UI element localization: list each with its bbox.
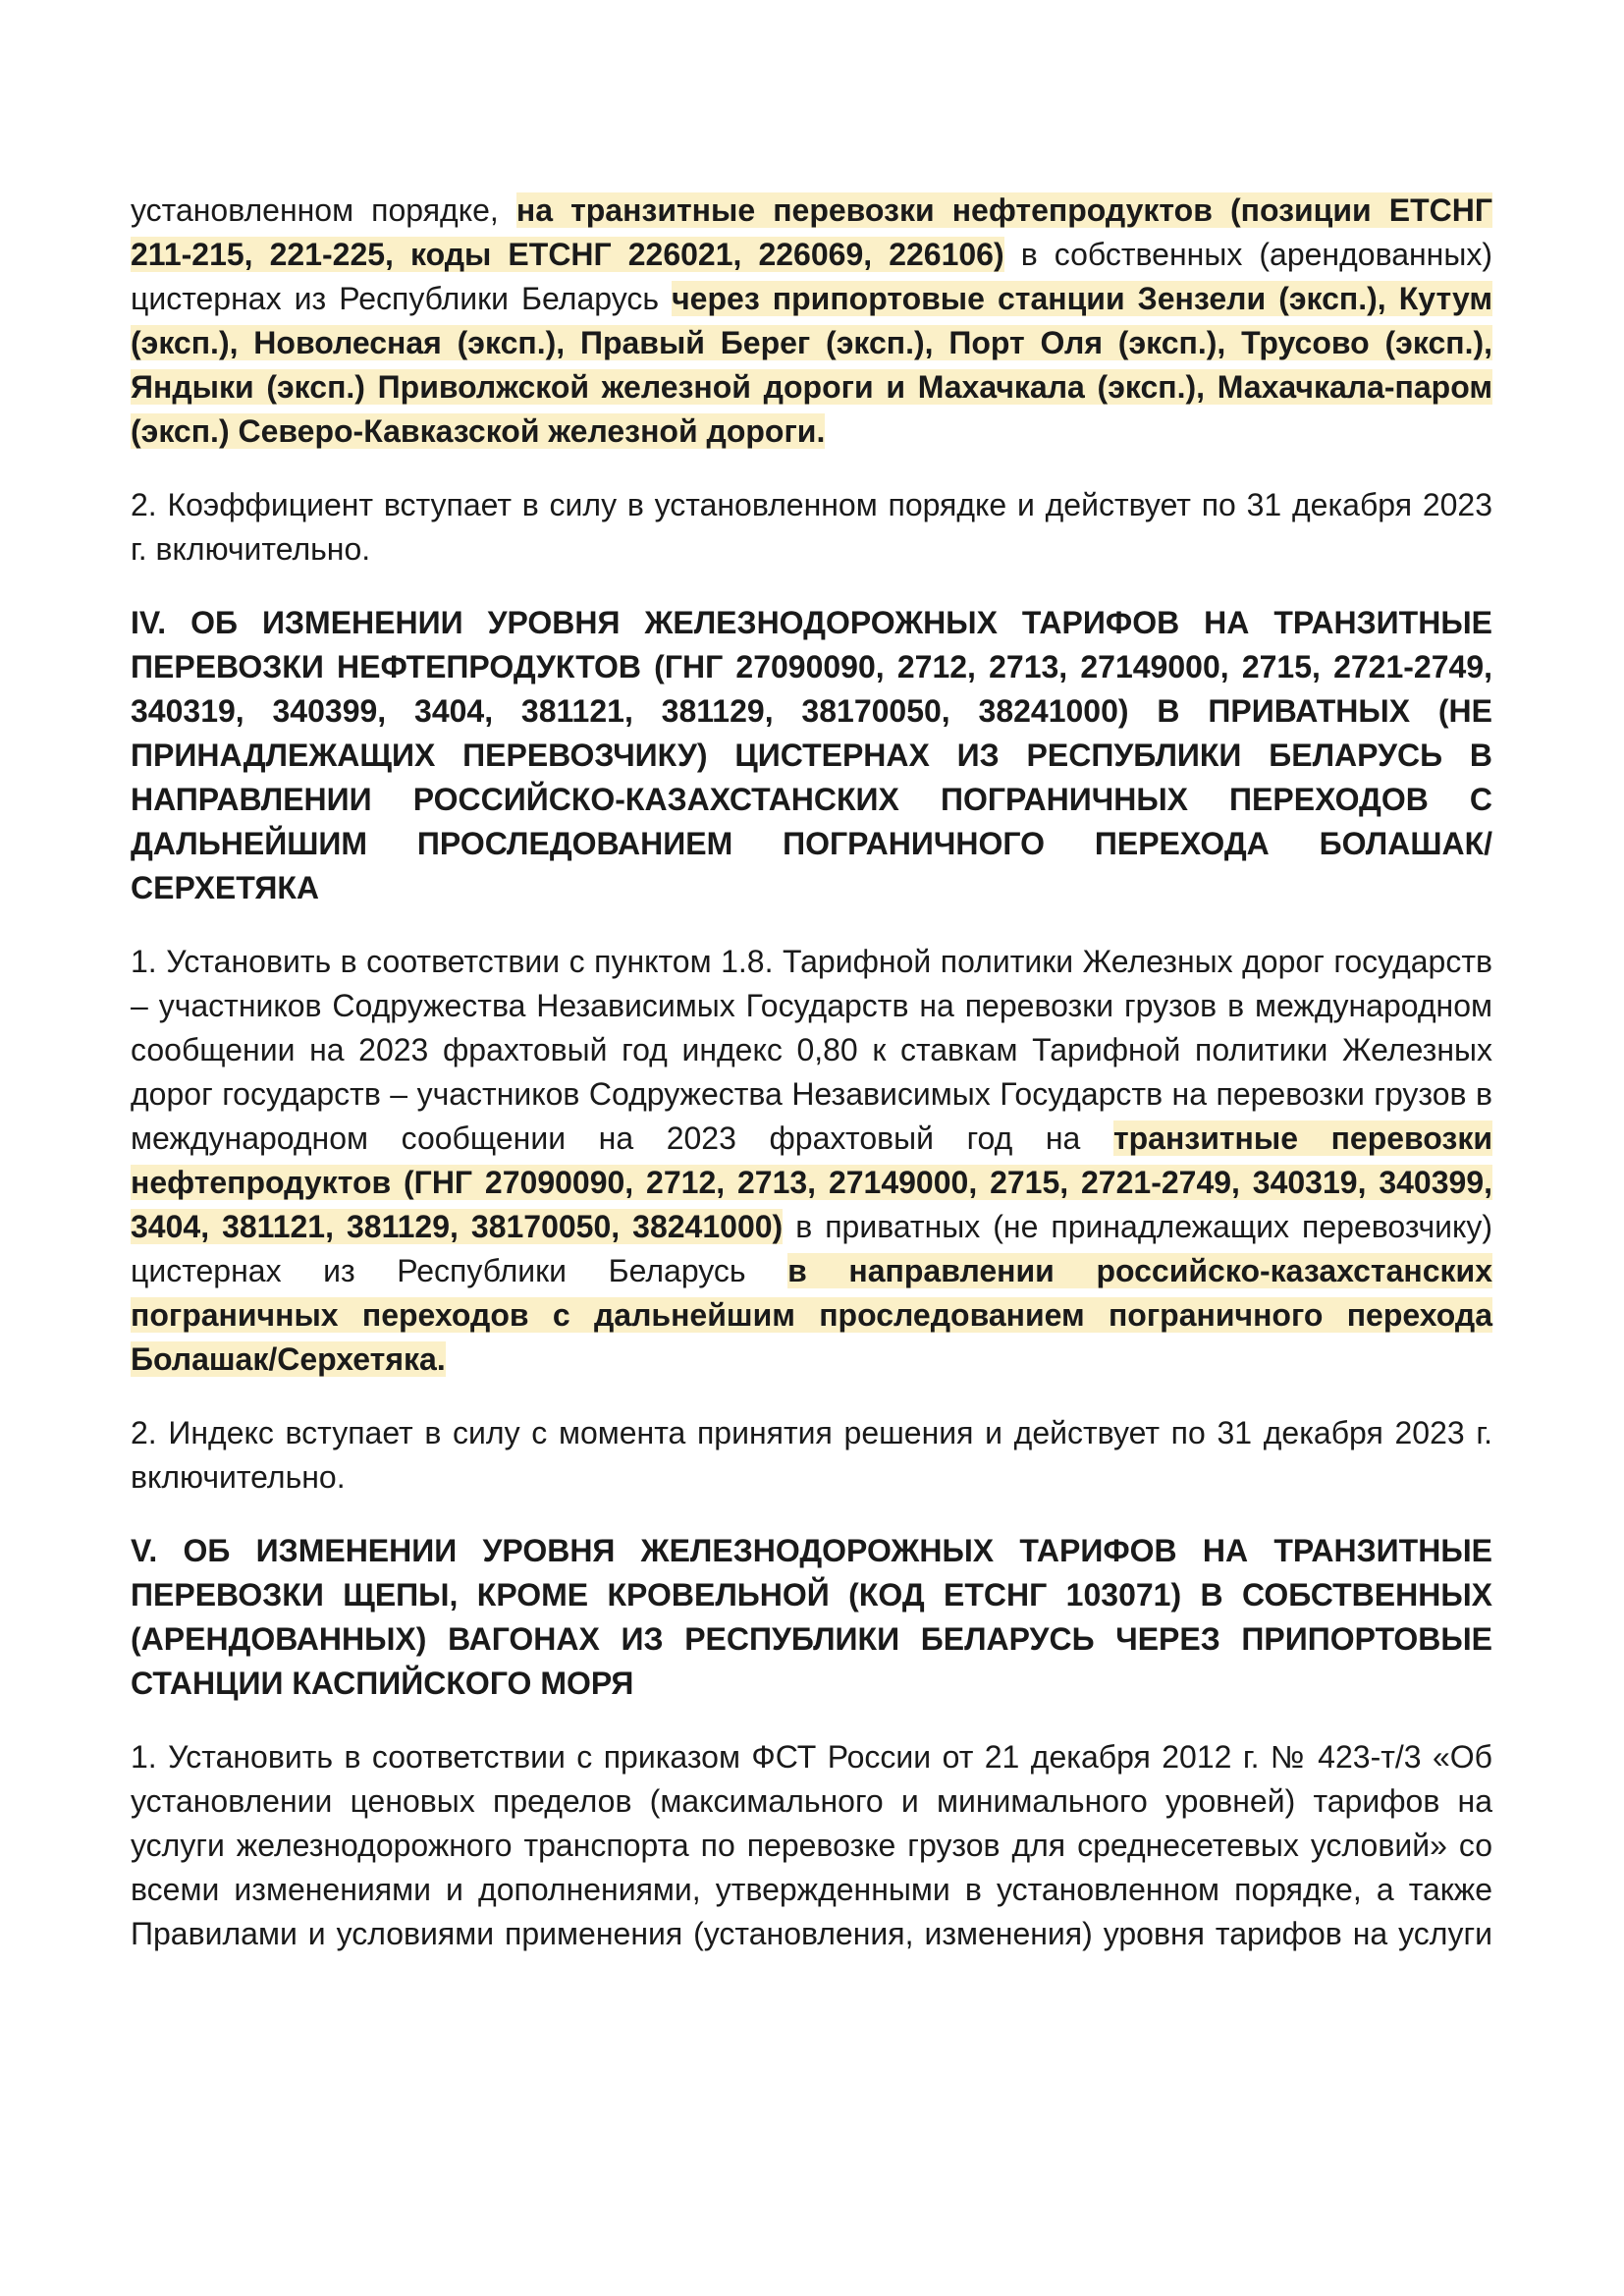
paragraph-iv-item-1 <box>131 940 1492 1382</box>
paragraph-v-item-1 <box>131 1735 1492 1956</box>
highlighted-run: транзитные перевозки нефтепродуктов (ГНГ 27090090, 2712, 2713, 27149000, 2715, 2721-2749, 340319, 340399, 3404, 381121, 381129, 38170050, 38241000) <box>131 1121 1493 1244</box>
text-run: 2. Коэффициент вступает в силу в установленном порядке и действует по 31 декабря 2023 г. включительно. <box>131 487 1492 567</box>
text-run: IV. ОБ ИЗМЕНЕНИИ УРОВНЯ ЖЕЛЕЗНОДОРОЖНЫХ ТАРИФОВ НА ТРАНЗИТНЫЕ ПЕРЕВОЗКИ НЕФТЕПРОДУКТОВ (ГНГ 27090090, 2712, 2713, 27149000, 2715, 2721-2749, 340319, 340399, 3404, 381121, 381129, 38170050, 38241000) В ПРИВАТНЫХ (НЕ ПРИНАДЛЕЖАЩИХ ПЕРЕВОЗЧИКУ) ЦИСТЕРНАХ ИЗ РЕСПУБЛИКИ БЕЛАРУСЬ В НАПРАВЛЕНИИ РОССИЙСКО-КАЗАХСТАНСКИХ ПОГРАНИЧНЫХ ПЕРЕХОДОВ С ДАЛЬНЕЙШИМ ПРОСЛЕДОВАНИЕМ ПОГРАНИЧНОГО ПЕРЕХОДА БОЛАШАК/СЕРХЕТЯКА <box>131 605 1492 905</box>
text-run: в приватных (не принадлежащих перевозчику) цистернах из Республики Беларусь <box>131 1209 1492 1288</box>
paragraph-iv-item-2 <box>131 1411 1492 1500</box>
text-run: V. ОБ ИЗМЕНЕНИИ УРОВНЯ ЖЕЛЕЗНОДОРОЖНЫХ ТАРИФОВ НА ТРАНЗИТНЫЕ ПЕРЕВОЗКИ ЩЕПЫ, КРОМЕ КРОВЕЛЬНОЙ (КОД ЕТСНГ 103071) В СОБСТВЕННЫХ (АРЕНДОВАННЫХ) ВАГОНАХ ИЗ РЕСПУБЛИКИ БЕЛАРУСЬ ЧЕРЕЗ ПРИПОРТОВЫЕ СТАНЦИИ КАСПИЙСКОГО МОРЯ <box>131 1533 1492 1701</box>
text-run: 1. Установить в соответствии с пунктом 1.8. Тарифной политики Железных дорог государств – участников Содружества Независимых Государств на перевозки грузов в международном сообщении на 2023 фрахтовый год индекс 0,80 к ставкам Тарифной политики Железных дорог государств – участников Содружества Независимых Государств на перевозки грузов в международном сообщении на 2023 фрахтовый год на <box>131 944 1492 1156</box>
highlighted-run: на транзитные перевозки нефтепродуктов (позиции ЕТСНГ 211-215, 221-225, коды ЕТСНГ 226021, 226069, 226106) <box>131 192 1493 272</box>
text-run: 2. Индекс вступает в силу с момента принятия решения и действует по 31 декабря 2023 г. включительно. <box>131 1415 1492 1495</box>
highlighted-run: через припортовые станции Зензели (эксп.), Кутум (эксп.), Новолесная (эксп.), Правый Берег (эксп.), Порт Оля (эксп.), Трусово (эксп.), Яндыки (эксп.) Приволжской железной дороги и Махачкала (эксп.), Махачкала-паром (эксп.) Северо-Кавказской железной дороги. <box>131 281 1493 449</box>
text-run: в собственных (арендованных) цистернах из Республики Беларусь <box>131 237 1493 316</box>
highlighted-run: в направлении российско-казахстанских пограничных переходов с дальнейшим проследованием пограничного перехода Болашак/Серхетяка. <box>131 1253 1493 1377</box>
paragraph-item-2-coefficient <box>131 483 1492 572</box>
text-run: 1. Установить в соответствии с приказом ФСТ России от 21 декабря 2012 г. № 423-т/3 «Об установлении ценовых пределов (максимального и минимального уровней) тарифов на услуги железнодорожного транспорта по перевозке грузов для среднесетевых условий» со всеми изменениями и дополнениями, утвержденными в установленном порядке, а также Правилами и условиями применения (установления, изменения) уровня тарифов на услуги <box>131 1739 1492 1951</box>
paragraph-continuation <box>131 189 1492 454</box>
section-v-heading <box>131 1529 1492 1706</box>
section-iv-heading <box>131 601 1492 910</box>
text-run: установленном порядке, <box>131 192 516 228</box>
